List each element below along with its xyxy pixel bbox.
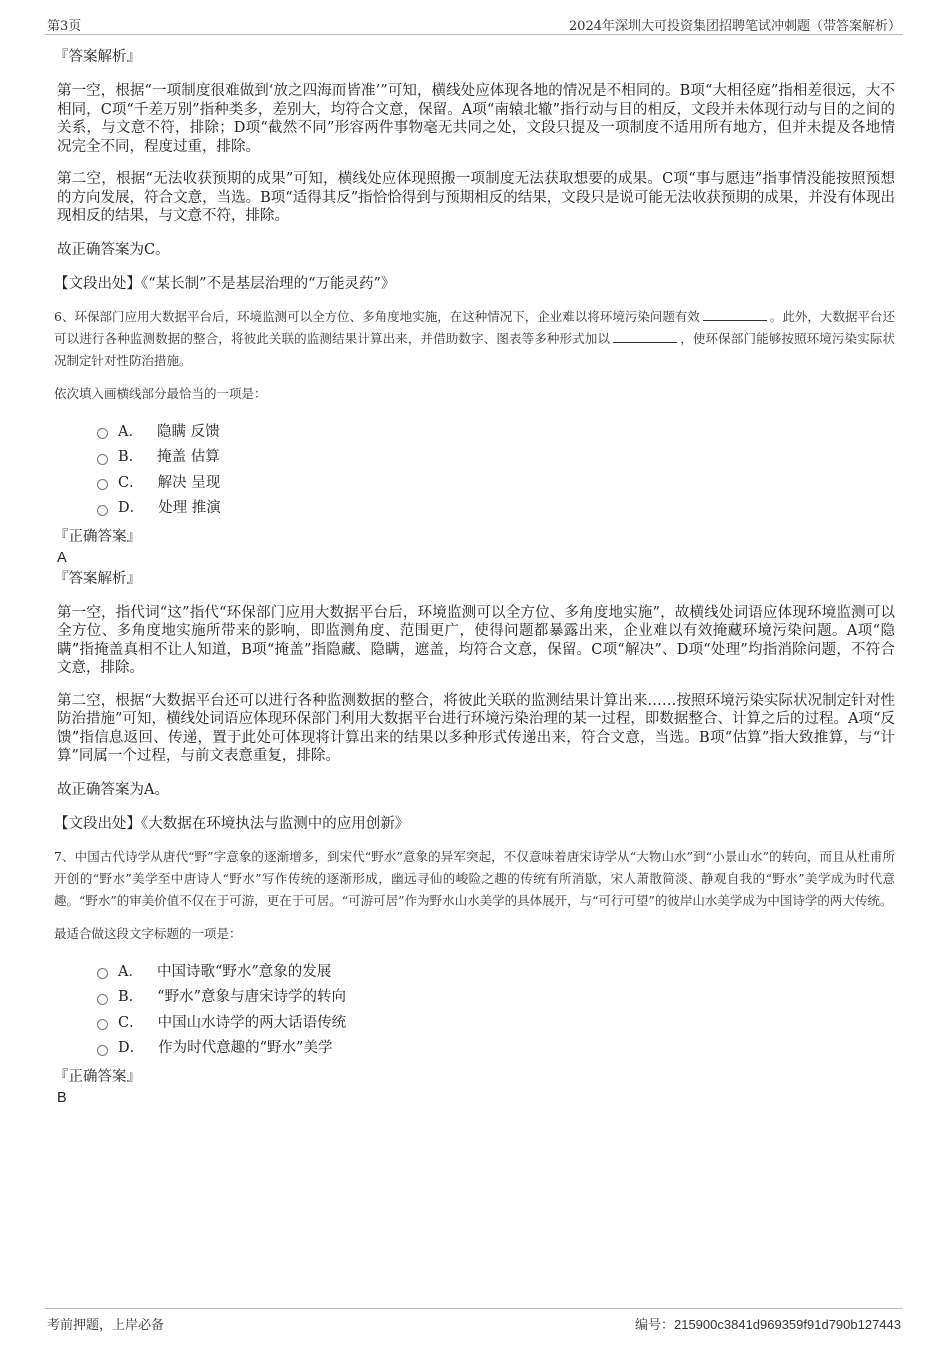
option-list: [97, 420, 895, 522]
analysis-label: 『答案解析』: [54, 570, 141, 587]
option-list: [97, 960, 895, 1062]
radio-icon[interactable]: [97, 1019, 108, 1030]
passage-source: 【文段出处】《“某长制”不是基层治理的“万能灵药”》: [54, 275, 396, 292]
fill-blank: [703, 308, 767, 321]
correct-answer-block: [54, 1066, 895, 1108]
answer-conclusion: 故正确答案为C。: [57, 241, 170, 258]
question-stem: 6、环保部门应用大数据平台后，环境监测可以全方位、多角度地实施，在这种情况下，企业难以将环境污染问题有效 。此外，大数据平台还可以进行各种监测数据的整合，将彼此关联的监测结果计算出来，并借助数字、图表等多种形式加以 ，使环保部门能够按照环境污染实际状况制定针对性防治措施。: [54, 308, 895, 368]
correct-answer-label: 『正确答案』: [54, 1068, 141, 1085]
radio-icon[interactable]: [97, 968, 108, 979]
option-d[interactable]: D． 作为时代意趣的“野水”美学: [97, 1036, 895, 1062]
option-d[interactable]: D． 处理 推演: [97, 496, 895, 522]
radio-icon[interactable]: [97, 994, 108, 1005]
analysis-label: 『答案解析』: [54, 49, 141, 65]
analysis-paragraph: 第二空，根据“大数据平台还可以进行各种监测数据的整合，将彼此关联的监测结果计算出来……按照环境污染实际状况制定针对性防治措施”可知，横线处词语应体现环保部门利用大数据平台进行环境污染治理的某一过程，即数据整合、计算之后的过程。A项“反馈”指信息返回、传递，置于此处可体现将计算出来的结果以多种形式传递出来，符合文意，当选。B项“估算”指大致推算，与“计算”同属一个过程，与前文表意重复，排除。: [57, 692, 895, 764]
passage-source: 【文段出处】《大数据在环境执法与监测中的应用创新》: [54, 815, 410, 832]
analysis-paragraph: 第二空，根据“无法收获预期的成果”可知，横线处应体现照搬一项制度无法获取想要的成果。C项“事与愿违”指事情没能按照预想的方向发展，符合文意，当选。B项“适得其反”指恰恰得到与预期相反的结果，文段只是说可能无法收获预期的成果，并没有体现出现相反的结果，与文意不符，排除。: [57, 171, 895, 224]
option-a[interactable]: A． 中国诗歌“野水”意象的发展: [97, 960, 895, 986]
answer-conclusion: 故正确答案为A。: [57, 781, 169, 798]
page-number: 第3页: [47, 19, 82, 34]
question-prompt: 最适合做这段文字标题的一项是：: [54, 925, 242, 941]
radio-icon[interactable]: [97, 505, 108, 516]
correct-answer-value: A: [57, 549, 67, 566]
footer-slogan: 考前押题，上岸必备: [47, 1318, 165, 1333]
correct-answer-label: 『正确答案』: [54, 528, 141, 545]
fill-blank: [613, 330, 677, 343]
radio-icon[interactable]: [97, 454, 108, 465]
radio-icon[interactable]: [97, 1045, 108, 1056]
question-stem: 7、中国古代诗学从唐代“野”字意象的逐渐增多，到宋代“野水”意象的异军突起，不仅意味着唐宋诗学从“大物山水”到“小景山水”的转向，而且从杜甫所开创的“野水”美学至中唐诗人“野水”写作传统的逐渐形成，幽远寻仙的峻险之趣的传统有所消歇，宋人萧散简淡、静观自我的“野水”美学成为时代意趣。“野水”的审美价值不仅在于可游，更在于可居。“可游可居”作为野水山水美学的具体展开，与“可行可望”的彼岸山水美学成为中国诗学的两大传统。: [54, 848, 895, 908]
page-content: [54, 46, 895, 1108]
analysis-paragraph: 第一空，根据“一项制度很难做到‘放之四海而皆准’”可知，横线处应体现各地的情况是不相同的。B项“大相径庭”指相差很远，大不相同，C项“千差万别”指种类多，差别大，均符合文意，保留。A项“南辕北辙”指行动与目的相反，文段并未体现行动与目的之间的关系，与文意不符，排除；D项“截然不同”形容两件事物毫无共同之处，文段只提及一项制度不适用所有地方，但并未提及各地情况完全不同，程度过重，排除。: [57, 83, 895, 155]
option-c[interactable]: C． 解决 呈现: [97, 471, 895, 497]
correct-answer-value: B: [57, 1089, 67, 1106]
option-a[interactable]: A． 隐瞒 反馈: [97, 420, 895, 446]
correct-answer-block: [54, 526, 895, 590]
document-code: 编号：215900c3841d969359f91d790b127443: [634, 1317, 901, 1333]
option-b[interactable]: B． “野水”意象与唐宋诗学的转向: [97, 985, 895, 1011]
analysis-paragraph: 第一空，指代词“这”指代“环保部门应用大数据平台后，环境监测可以全方位、多角度地实施”，故横线处词语应体现环境监测可以全方位、多角度地实施所带来的影响，即监测角度、范围更广，使得问题都暴露出来，企业难以有效掩藏环境污染问题。A项“隐瞒”指掩盖真相不让人知道，B项“掩盖”指隐藏、隐瞒，遮盖，均符合文意，保留。C项“解决”、D项“处理”均指消除问题，不符合文意，排除。: [57, 604, 895, 676]
page-header: [45, 12, 903, 35]
option-b[interactable]: B． 掩盖 估算: [97, 445, 895, 471]
radio-icon[interactable]: [97, 479, 108, 490]
document-title: 2024年深圳大可投资集团招聘笔试冲刺题（带答案解析）: [568, 19, 901, 34]
radio-icon[interactable]: [97, 428, 108, 439]
question-prompt: 依次填入画横线部分最恰当的一项是：: [54, 385, 267, 401]
option-c[interactable]: C． 中国山水诗学的两大话语传统: [97, 1011, 895, 1037]
page-footer: [45, 1308, 903, 1331]
